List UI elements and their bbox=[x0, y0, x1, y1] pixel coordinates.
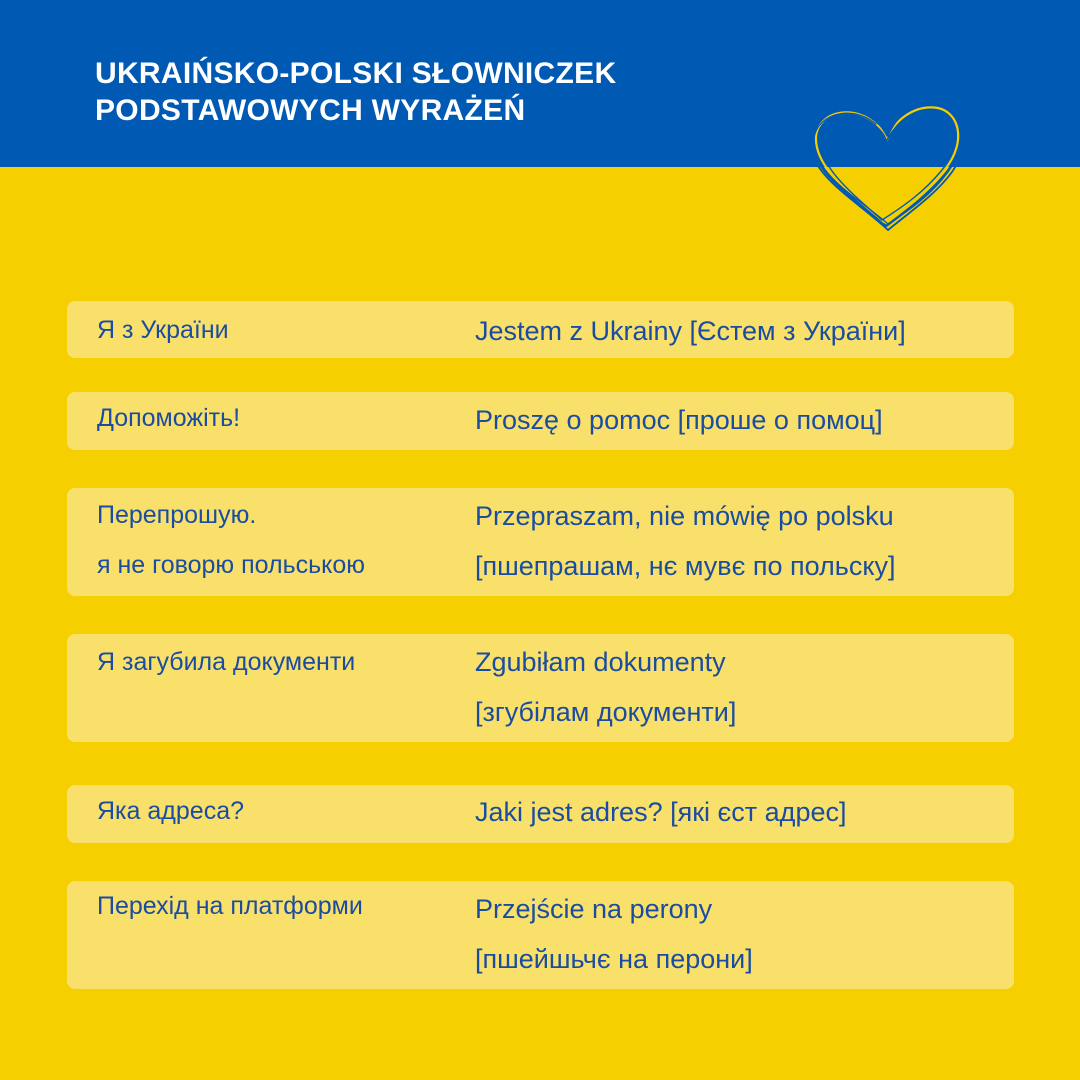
polish-translation: Proszę o pomoc [проше о помоц] bbox=[475, 405, 883, 435]
heart-icon bbox=[798, 92, 978, 237]
phrase-row bbox=[67, 488, 1014, 596]
ukrainian-phrase: Допоможіть! bbox=[97, 404, 241, 432]
phrase-row bbox=[67, 301, 1014, 358]
polish-translation: Jaki jest adres? [які єст адрес] bbox=[475, 797, 847, 827]
title-line-1: UKRAIŃSKO-POLSKI SŁOWNICZEK bbox=[95, 57, 617, 90]
phrase-row bbox=[67, 634, 1014, 742]
ukrainian-phrase: Я з України bbox=[97, 316, 229, 344]
ukrainian-phrase: Перепрошую. я не говорю польською bbox=[97, 501, 366, 579]
polish-translation: Przejście na perony [пшейшьчє на перони] bbox=[475, 894, 753, 974]
ukrainian-phrase: Перехід на платформи bbox=[97, 892, 363, 920]
ukrainian-phrase: Яка адреса? bbox=[97, 797, 244, 825]
polish-translation: Przepraszam, nie mówię po polsku [пшепрашам, нє мувє по польску] bbox=[475, 501, 896, 581]
title-line-2: PODSTAWOWYCH WYRAŻEŃ bbox=[95, 94, 526, 127]
phrase-row bbox=[67, 881, 1014, 989]
phrase-row bbox=[67, 785, 1014, 843]
polish-translation: Jestem z Ukrainy [Єстем з України] bbox=[475, 316, 906, 346]
phrase-row bbox=[67, 392, 1014, 450]
polish-translation: Zgubiłam dokumenty [згубілам документи] bbox=[475, 647, 737, 727]
page-title bbox=[95, 55, 616, 129]
ukrainian-phrase: Я загубила документи bbox=[97, 648, 356, 676]
